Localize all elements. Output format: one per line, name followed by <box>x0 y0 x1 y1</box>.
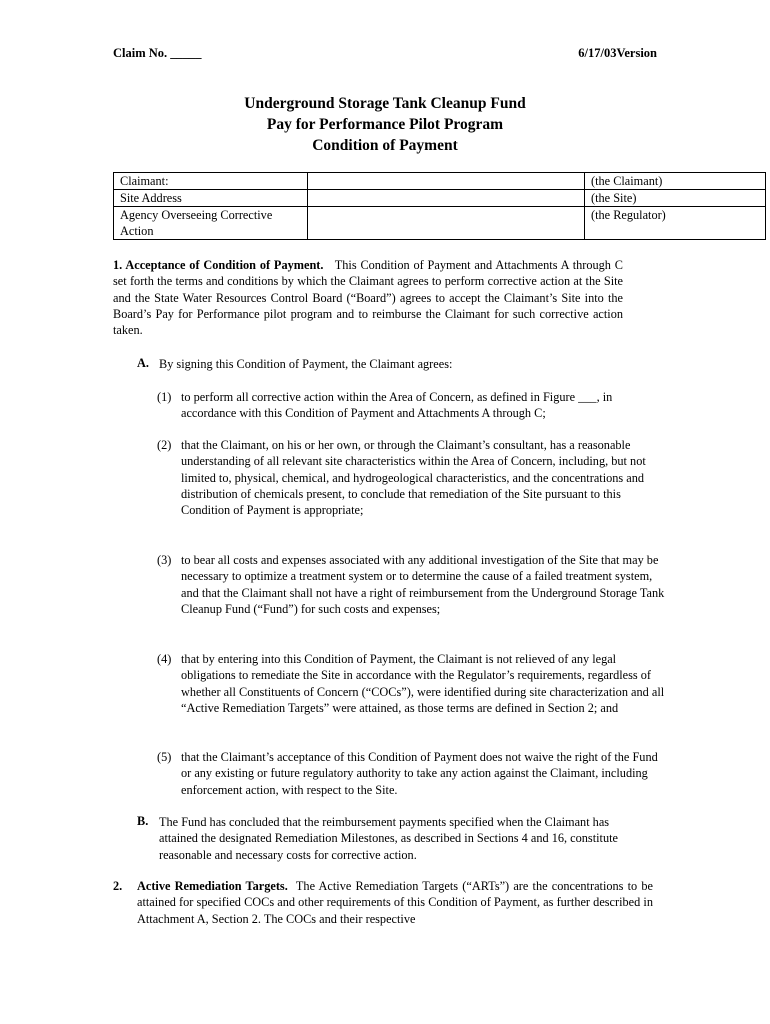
agency-value <box>308 207 585 240</box>
list-item <box>157 389 667 422</box>
title-line-2: Pay for Performance Pilot Program <box>266 116 504 133</box>
item-text: that the Claimant’s acceptance of this Condition of Payment does not waive the right of the Fund or any existing or future regulatory authority to take any action against the Claimant, including enforcement action, with respect to the Site. <box>181 750 658 797</box>
item-text: to perform all corrective action within the Area of Concern, as defined in Figure ___, in accordance with this Condition of Payment and Attachments A through C; <box>181 390 613 421</box>
section-2-paragraph <box>113 878 653 927</box>
list-item <box>157 749 667 798</box>
site-note: (the Site) <box>585 190 766 207</box>
claimant-info-table <box>113 172 766 240</box>
subsection-b-label: B. <box>137 814 149 828</box>
item-text: that by entering into this Condition of Payment, the Claimant is not relieved of any legal obligations to remediate the Site in accordance with the Regulator’s requirements, regardless of whether all Constituents of Concern (“COCs”), were identified during site characterization and all “Active Remediation Targets” were attained, as those terms are defined in Section 2; and <box>181 652 665 715</box>
section-1-paragraph <box>113 257 623 338</box>
item-text: to bear all costs and expenses associated with any additional investigation of the Site that may be necessary to optimize a treatment system or to determine the cause of a failed treatment system, and that the Claimant shall not have a right of reimbursement from the Underground Storage Tank Cleanup Fund (“Fund”) for such costs and expenses; <box>181 553 665 616</box>
section-1-text: This Condition of Payment and Attachments A through C set forth the terms and conditions by which the Claimant agrees to perform corrective action at the Site and the State Water Resources Control Board (“Board”) agrees to accept the Claimant’s Site into the Board’s Pay for Performance pilot program and to reimburse the Claimant for such corrective action taken. <box>113 258 623 338</box>
item-number: (2) <box>157 438 172 452</box>
site-address-label: Site Address <box>114 190 308 207</box>
subsection-a-label: A. <box>137 356 149 370</box>
subsection-a-intro: By signing this Condition of Payment, the Claimant agrees: <box>159 357 453 371</box>
agency-label: Agency Overseeing Corrective Action <box>114 207 308 240</box>
table-row <box>114 173 766 190</box>
item-number: (3) <box>157 553 172 567</box>
list-item <box>157 651 667 716</box>
claim-number: Claim No. _____ <box>113 46 202 60</box>
table-row <box>114 207 766 240</box>
item-number: (4) <box>157 652 172 666</box>
claimant-label: Claimant: <box>114 173 308 190</box>
document-title <box>0 93 770 156</box>
subsection-b-text: The Fund has concluded that the reimbursement payments specified when the Claimant has attained the designated Remediation Milestones, as described in Sections 4 and 16, constitute reasonable and necessary costs for corrective action. <box>159 815 618 862</box>
section-1-heading: 1. Acceptance of Condition of Payment. <box>113 258 324 272</box>
claimant-note: (the Claimant) <box>585 173 766 190</box>
site-address-value <box>308 190 585 207</box>
list-item <box>157 437 667 518</box>
item-text: that the Claimant, on his or her own, or through the Claimant’s consultant, has a reasonable understanding of all relevant site characteristics within the Area of Concern, including, but not limited to, physical, chemical, and hydrogeological characteristics, and the concentrations and distribution of chemicals present, to conclude that remediation of the Site pursuant to this Condition of Payment is appropriate; <box>181 438 646 518</box>
item-number: (5) <box>157 750 172 764</box>
version-date: 6/17/03Version <box>578 46 657 60</box>
section-2-number: 2. <box>113 879 123 893</box>
section-2-heading: Active Remediation Targets. <box>137 879 288 893</box>
section-2-text: The Active Remediation Targets (“ARTs”) are the concentrations to be attained for specified COCs and other requirements of this Condition of Payment, as further described in Attachment A, Section 2. The COCs and their respective <box>137 879 653 926</box>
regulator-note: (the Regulator) <box>585 207 766 240</box>
claimant-value <box>308 173 585 190</box>
list-item <box>157 552 667 617</box>
title-line-3: Condition of Payment <box>312 137 458 154</box>
table-row <box>114 190 766 207</box>
item-number: (1) <box>157 390 172 404</box>
title-line-1: Underground Storage Tank Cleanup Fund <box>244 95 526 112</box>
